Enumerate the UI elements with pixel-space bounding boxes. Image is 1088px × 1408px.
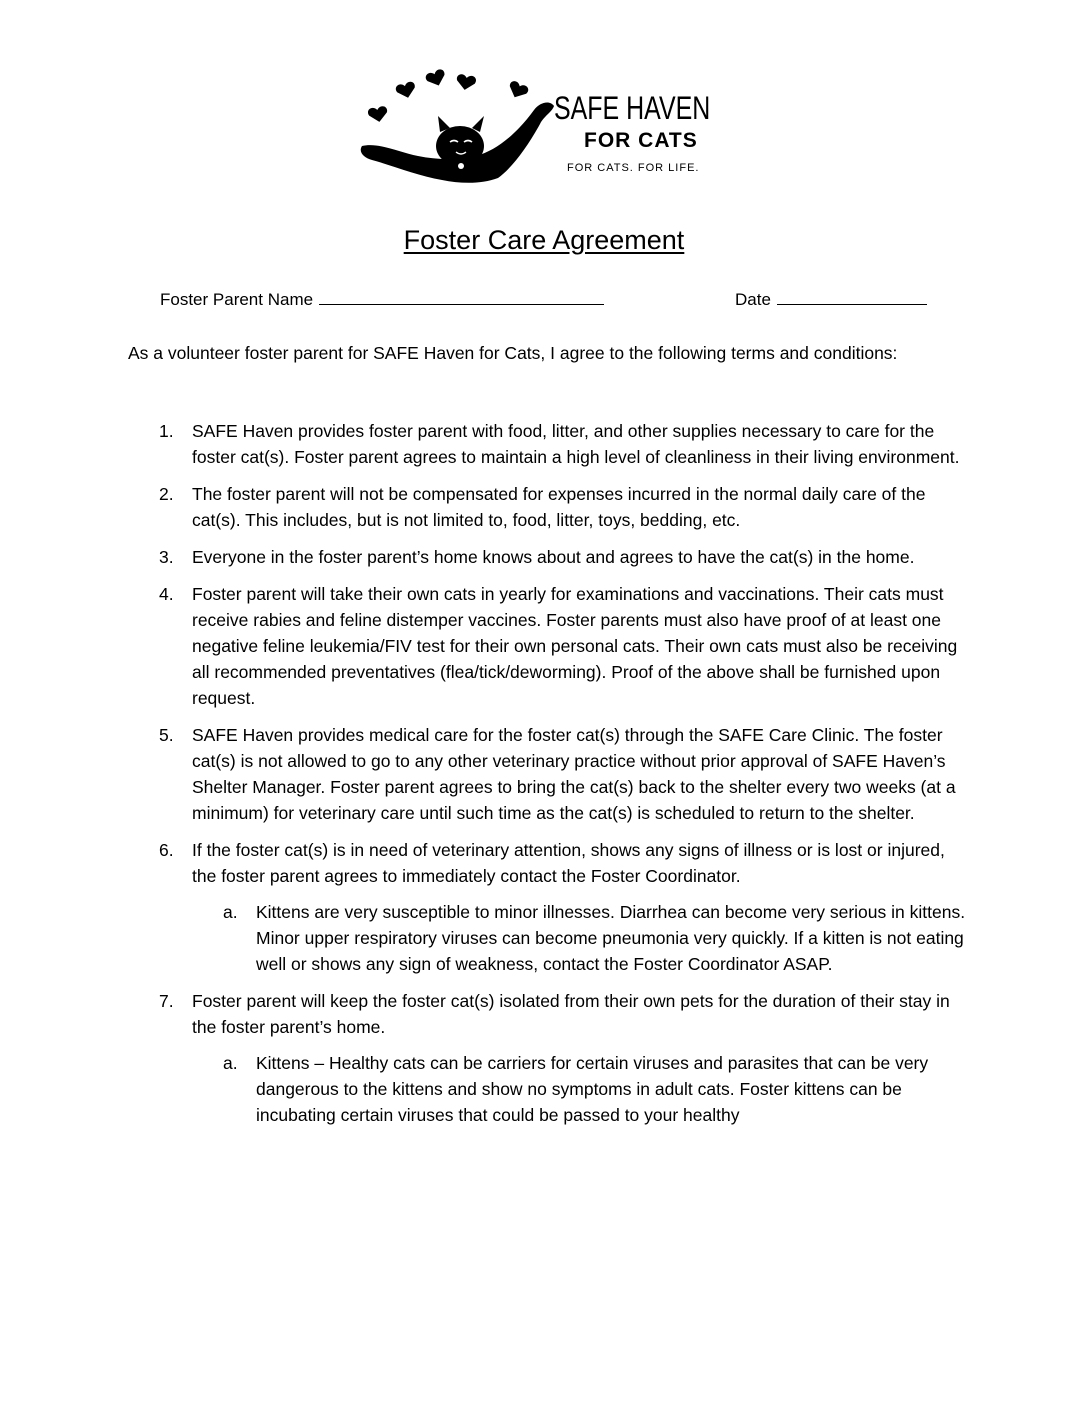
sub-item <box>192 1050 968 1128</box>
term-text: The foster parent will not be compensated for expenses incurred in the normal daily care of the cat(s). This includes, but is not limited to, food, litter, toys, bedding, etc. <box>192 484 926 530</box>
term-number: 1. <box>159 421 174 441</box>
term-item <box>128 544 968 570</box>
term-text: Foster parent will keep the foster cat(s) isolated from their own pets for the duration of their stay in the foster parent’s home. <box>192 991 950 1037</box>
term-item <box>128 988 968 1128</box>
safe-haven-logo <box>358 66 738 191</box>
sub-item <box>192 899 968 977</box>
term-item <box>128 418 968 470</box>
terms-list <box>128 418 968 1139</box>
sub-letter: a. <box>223 902 238 922</box>
foster-parent-name-label: Foster Parent Name <box>160 290 314 309</box>
term-item <box>128 722 968 826</box>
term-text: Foster parent will take their own cats in yearly for examinations and vaccinations. Their cats must receive rabies and feline distemper vaccines. Foster parents must also have proof of at least one negative feline leukemia/FIV test for their own personal cats. Their own cats must also be receiving all recommended preventatives (flea/tick/deworming). Proof of the above shall be furnished upon request. <box>192 584 958 708</box>
term-text: SAFE Haven provides medical care for the foster cat(s) through the SAFE Care Clinic. The foster cat(s) is not allowed to go to any other veterinary practice without prior approval of SAFE Haven’s Shelter Manager. Foster parent agrees to bring the cat(s) back to the shelter every two weeks (at a minimum) for veterinary care until such time as the cat(s) is scheduled to return to the shelter. <box>192 725 956 823</box>
term-number: 2. <box>159 484 174 504</box>
intro-paragraph: As a volunteer foster parent for SAFE Haven for Cats, I agree to the following terms and conditions: <box>128 343 898 363</box>
term-number: 6. <box>159 840 174 860</box>
sub-list <box>192 1050 968 1128</box>
foster-parent-name-field <box>160 288 604 311</box>
sub-text: Kittens – Healthy cats can be carriers for certain viruses and parasites that can be very dangerous to the kittens and show no symptoms in adult cats. Foster kittens can be incubating certain viruses that could be passed to your healthy <box>256 1053 929 1125</box>
sub-letter: a. <box>223 1053 238 1073</box>
term-number: 4. <box>159 584 174 604</box>
logo-name: SAFE HAVEN <box>554 90 711 126</box>
cat-logo-icon <box>358 66 558 191</box>
term-number: 5. <box>159 725 174 745</box>
term-text: Everyone in the foster parent’s home knows about and agrees to have the cat(s) in the home. <box>192 547 915 567</box>
term-item <box>128 837 968 977</box>
term-text: SAFE Haven provides foster parent with food, litter, and other supplies necessary to care for the foster cat(s). Foster parent agrees to maintain a high level of cleanliness in their living environment. <box>192 421 960 467</box>
term-text: If the foster cat(s) is in need of veterinary attention, shows any signs of illness or is lost or injured, the foster parent agrees to immediately contact the Foster Coordinator. <box>192 840 945 886</box>
sub-text: Kittens are very susceptible to minor illnesses. Diarrhea can become very serious in kittens. Minor upper respiratory viruses can become pneumonia very quickly. If a kitten is not eating well or shows any sign of weakness, contact the Foster Coordinator ASAP. <box>256 902 966 974</box>
term-item <box>128 581 968 711</box>
logo-subtitle: FOR CATS <box>584 129 698 152</box>
term-item <box>128 481 968 533</box>
term-number: 3. <box>159 547 174 567</box>
sub-list <box>192 899 968 977</box>
date-field <box>735 288 927 311</box>
logo-tagline: FOR CATS. FOR LIFE. <box>567 162 700 174</box>
term-number: 7. <box>159 991 174 1011</box>
foster-parent-name-line[interactable] <box>319 288 604 305</box>
date-label: Date <box>735 290 771 309</box>
date-line[interactable] <box>777 288 927 305</box>
page-title: Foster Care Agreement <box>403 225 685 255</box>
